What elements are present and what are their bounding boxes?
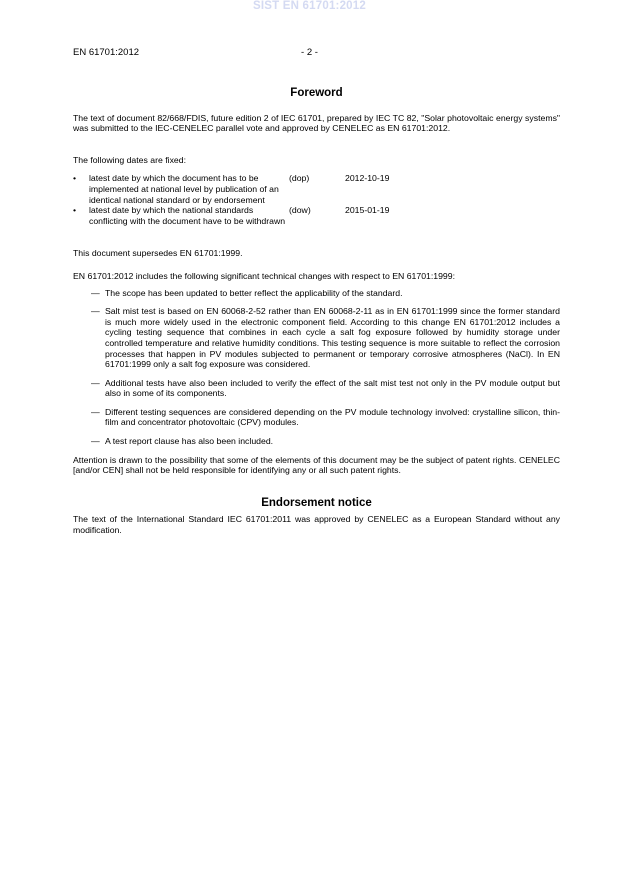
bullet: •	[73, 205, 77, 216]
foreword-intro: The text of document 82/668/FDIS, future edition 2 of IEC 61701, prepared by IEC TC 82, "Solar photovoltaic energy systems" was submitted to the IEC-CENELEC parallel vote and approved by CENELEC as EN 61701:2012.	[73, 112, 560, 134]
date-value: 2015-01-19	[345, 205, 390, 216]
endorsement-text: The text of the International Standard IEC 61701:2011 was approved by CENELEC as a European Standard without any modification.	[73, 514, 560, 536]
dash: —	[91, 306, 100, 317]
date-description: latest date by which the national standards conflicting with the document have to be withdrawn	[89, 205, 286, 226]
foreword-title: Foreword	[290, 87, 343, 99]
page-body	[73, 88, 560, 536]
dash: —	[91, 287, 100, 298]
changes-intro: EN 61701:2012 includes the following significant technical changes with respect to EN 61701:1999:	[73, 270, 456, 281]
watermark: SIST EN 61701:2012	[253, 0, 366, 12]
list-item	[73, 436, 560, 447]
date-description: latest date by which the document has to be implemented at national level by publication of an identical national standard or by endorsement	[89, 173, 279, 205]
date-row-dop	[73, 173, 560, 205]
dash: —	[91, 436, 100, 447]
list-item-text: Different testing sequences are considered depending on the PV module technology involved: crystalline silicon, thin-film and concentrator photovoltaic (CPV) modules.	[105, 406, 560, 428]
date-code: (dow)	[289, 205, 311, 216]
list-item	[73, 407, 560, 428]
dash: —	[91, 377, 100, 388]
dash: —	[91, 406, 100, 417]
document-id: EN 61701:2012	[73, 47, 140, 58]
dates-intro: The following dates are fixed:	[73, 154, 187, 165]
list-item	[73, 378, 560, 399]
list-item-text: The scope has been updated to better reflect the applicability of the standard.	[105, 287, 403, 298]
patent-attention: Attention is drawn to the possibility that some of the elements of this document may be the subject of patent rights. CENELEC [and/or CEN] shall not be held responsible for identifying any or all such patent rights.	[73, 454, 560, 476]
page-number: - 2 -	[301, 47, 318, 58]
supersedes-statement: This document supersedes EN 61701:1999.	[73, 248, 243, 259]
list-item-text: Additional tests have also been included to verify the effect of the salt mist test not only in the PV module output but also in some of its components.	[105, 377, 560, 399]
list-item-text: Salt mist test is based on EN 60068-2-52 rather than EN 60068-2-11 as in EN 61701:1999 since the former standard is much more widely used in the electronic component field. According to this change EN 61701:2012 includes a cycling testing sequence that combines in each cycle a salt fog exposure followed by humidity storage under controlled temperature and relative humidity conditions. This testing sequence is more suitable to reflect the corrosion processes that happen in PV modules subjected to permanent or temporary corrosive atmospheres (NaCl). In EN 61701:1999 only a salt fog exposure was considered.	[105, 306, 560, 370]
date-row-dow	[73, 205, 560, 226]
bullet: •	[73, 173, 77, 184]
date-code: (dop)	[289, 173, 310, 184]
dates-table	[73, 173, 560, 226]
list-item	[73, 306, 560, 370]
changes-list	[73, 288, 560, 447]
list-item-text: A test report clause has also been included.	[105, 436, 274, 447]
endorsement-title: Endorsement notice	[261, 496, 372, 509]
date-value: 2012-10-19	[345, 173, 390, 184]
list-item	[73, 288, 560, 299]
